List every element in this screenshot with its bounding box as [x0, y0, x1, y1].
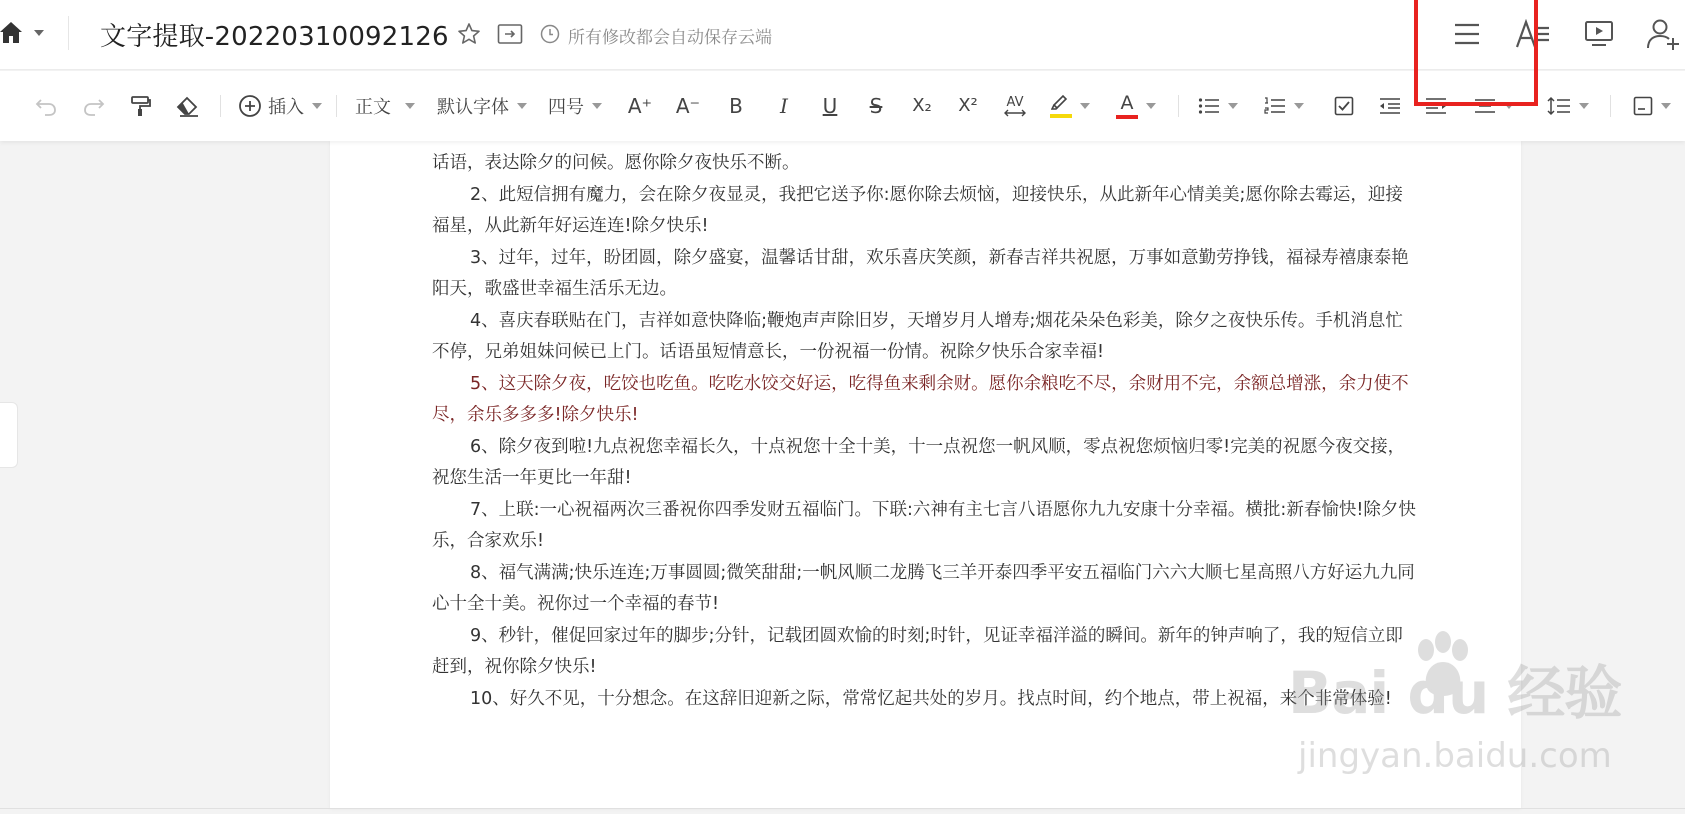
clear-format-button[interactable] — [172, 88, 204, 124]
paragraph[interactable]: 话语，表达除夕的问候。愿你除夕夜快乐不断。 — [432, 153, 800, 173]
chevron-down-icon — [1228, 103, 1238, 109]
divider — [0, 808, 1685, 809]
chevron-down-icon — [34, 29, 44, 37]
insert-label: 插入 — [268, 97, 304, 118]
divider — [1610, 95, 1611, 117]
divider — [1178, 95, 1179, 117]
subscript-icon: X₂ — [912, 95, 932, 116]
chevron-down-icon — [517, 103, 527, 109]
eraser-icon — [176, 95, 200, 117]
format-painter-button[interactable] — [124, 88, 156, 124]
undo-icon — [35, 96, 57, 116]
menu-icon — [1453, 22, 1481, 46]
font-color-button[interactable] — [1110, 88, 1162, 124]
strikethrough-icon: S — [869, 94, 883, 118]
chevron-down-icon — [405, 103, 415, 109]
divider — [68, 16, 69, 50]
subscript-button[interactable] — [906, 88, 938, 124]
increase-indent-button[interactable] — [1420, 88, 1452, 124]
insert-dropdown[interactable] — [234, 88, 326, 124]
outline-menu-button[interactable] — [1448, 16, 1486, 52]
double-arrow-icon — [1004, 109, 1026, 117]
paragraph[interactable]: 7、上联:一心祝福两次三番祝你四季发财五福临门。下联:六神有主七言八语愿你九九安康十分幸福。横批:新春愉快!除夕快乐，合家欢乐! — [432, 499, 1416, 551]
home-icon — [0, 21, 24, 45]
increase-font-button[interactable] — [624, 88, 656, 124]
align-center-icon — [1474, 97, 1496, 115]
paragraph[interactable]: 6、除夕夜到啦!九点祝您幸福长久，十点祝您十全十美，十一点祝您一帆风顺，零点祝您烦恼归零!完美的祝愿今夜交接，祝您生活一年更比一年甜! — [432, 436, 1406, 488]
bullet-list-icon — [1198, 97, 1220, 115]
decrease-indent-button[interactable] — [1374, 88, 1406, 124]
invite-collaborator-button[interactable] — [1645, 16, 1683, 52]
highlight-color-button[interactable] — [1044, 88, 1096, 124]
align-dropdown[interactable] — [1466, 88, 1522, 124]
decrease-font-button[interactable] — [672, 88, 704, 124]
chevron-down-icon — [592, 103, 602, 109]
formatting-toolbar — [0, 71, 1685, 141]
superscript-button[interactable] — [952, 88, 984, 124]
home-button[interactable] — [0, 18, 46, 48]
page-layout-dropdown[interactable] — [1624, 88, 1680, 124]
numbered-list-button[interactable] — [1258, 88, 1310, 124]
text-format-icon — [1515, 19, 1551, 49]
font-size-dropdown[interactable] — [544, 88, 606, 124]
underline-button[interactable] — [814, 88, 846, 124]
outdent-icon — [1379, 97, 1401, 115]
checkbox-icon — [1334, 96, 1354, 116]
side-panel-toggle[interactable] — [0, 402, 18, 468]
play-screen-icon — [1584, 19, 1614, 49]
paragraph[interactable]: 3、过年，过年，盼团圆，除夕盛宴，温馨话甘甜，欢乐喜庆笑颜，新春吉祥共祝愿，万事如意勤劳挣钱，福禄寿禧康泰艳阳天，歌盛世幸福生活乐无边。 — [432, 247, 1409, 299]
paragraph[interactable]: 2、此短信拥有魔力，会在除夕夜显灵，我把它送予你:愿你除去烦恼，迎接快乐，从此新年心情美美;愿你除去霉运，迎接福星，从此新年好运连连!除夕快乐! — [432, 184, 1403, 236]
chevron-down-icon — [1146, 103, 1156, 109]
line-spacing-dropdown[interactable] — [1540, 88, 1596, 124]
page-layout-icon — [1633, 96, 1653, 116]
font-grow-icon: A⁺ — [627, 94, 653, 118]
highlighter-icon — [1051, 94, 1071, 112]
bullet-list-button[interactable] — [1192, 88, 1244, 124]
chevron-down-icon — [312, 103, 322, 109]
star-button[interactable] — [455, 20, 483, 48]
move-to-folder-button[interactable] — [496, 20, 524, 48]
font-color-swatch — [1116, 115, 1138, 119]
chevron-down-icon — [1579, 103, 1589, 109]
paragraph[interactable]: 8、福气满满;快乐连连;万事圆圆;微笑甜甜;一帆风顺二龙腾飞三羊开泰四季平安五福临门六六大顺七星高照八方好运九九同心十全十美。祝你过一个幸福的春节! — [432, 562, 1415, 614]
watermark-text: Bai du 经验 — [1288, 659, 1622, 727]
chevron-down-icon — [1294, 103, 1304, 109]
clock-icon — [540, 24, 560, 44]
numbered-list-icon — [1264, 97, 1286, 115]
bold-button[interactable] — [720, 88, 752, 124]
watermark-url: jingyan.baidu.com — [1298, 736, 1612, 776]
task-list-button[interactable] — [1328, 88, 1360, 124]
font-shrink-icon: A⁻ — [675, 94, 701, 118]
italic-icon: I — [780, 94, 788, 118]
text-format-button[interactable] — [1514, 16, 1552, 52]
chevron-down-icon — [1661, 103, 1671, 109]
plus-circle-icon — [238, 94, 262, 118]
paragraph[interactable]: 5、这天除夕夜，吃饺也吃鱼。吃吃水饺交好运，吃得鱼来剩余财。愿你余粮吃不尽，余财用不完，余额总增涨，余力使不尽，余乐多多多!除夕快乐! — [432, 373, 1409, 425]
paragraph[interactable]: 9、秒针，催促回家过年的脚步;分针，记载团圆欢愉的时刻;时针，见证幸福洋溢的瞬间。新年的钟声响了，我的短信立即赶到，祝你除夕快乐! — [432, 625, 1403, 677]
font-size-value: 四号 — [548, 97, 584, 118]
strikethrough-button[interactable] — [860, 88, 892, 124]
paragraph-style-value: 正文 — [355, 97, 391, 118]
chevron-down-icon — [1080, 103, 1090, 109]
save-status: 所有修改都会自动保存云端 — [568, 28, 772, 48]
folder-move-icon — [497, 23, 523, 45]
star-icon — [457, 22, 481, 46]
font-family-dropdown[interactable] — [432, 88, 532, 124]
document-title[interactable]: 文字提取-20220310092126 — [100, 22, 449, 52]
font-color-icon: A — [1120, 91, 1134, 114]
line-spacing-icon — [1547, 96, 1571, 116]
divider — [220, 95, 221, 117]
font-family-value: 默认字体 — [437, 97, 509, 118]
title-bar — [0, 0, 1685, 70]
undo-button[interactable] — [30, 88, 62, 124]
italic-button[interactable] — [768, 88, 800, 124]
format-painter-icon — [129, 95, 151, 117]
save-status-icon-wrap — [536, 20, 564, 48]
document-body[interactable] — [432, 148, 1417, 715]
highlight-color-swatch — [1050, 114, 1072, 118]
paragraph-style-dropdown[interactable] — [350, 88, 420, 124]
bold-icon: B — [729, 94, 743, 118]
redo-icon — [83, 96, 105, 116]
character-spacing-button[interactable] — [998, 88, 1032, 124]
divider — [336, 95, 337, 117]
char-spacing-icon: AV — [1006, 94, 1024, 110]
add-user-icon — [1646, 18, 1682, 50]
chevron-down-icon — [1504, 103, 1514, 109]
paragraph[interactable]: 10、好久不见，十分想念。在这辞旧迎新之际，常常忆起共处的岁月。找点时间，约个地点，带上祝福，来个非常体验! — [470, 688, 1392, 709]
paragraph[interactable]: 4、喜庆春联贴在门，吉祥如意快降临;鞭炮声声除旧岁，天增岁月人增寿;烟花朵朵色彩美，除夕之夜快乐传。手机消息忙不停，兄弟姐妹问候已上门。话语虽短情意长，一份祝福一份情。祝除夕快乐合家幸福! — [432, 310, 1403, 362]
presentation-button[interactable] — [1580, 16, 1618, 52]
underline-icon: U — [822, 94, 838, 118]
redo-button[interactable] — [78, 88, 110, 124]
superscript-icon: X² — [958, 95, 978, 116]
indent-icon — [1425, 97, 1447, 115]
